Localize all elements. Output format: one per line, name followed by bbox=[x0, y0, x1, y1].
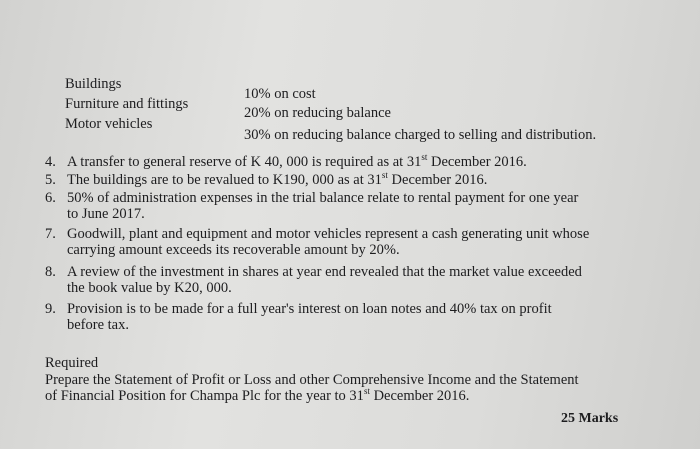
depreciation-asset-buildings: Buildings bbox=[65, 76, 122, 92]
note-text-tail: December 2016. bbox=[387, 172, 488, 188]
note-text-continued: before tax. bbox=[67, 317, 129, 333]
note-item bbox=[45, 264, 582, 296]
note-text-continued: to June 2017. bbox=[67, 206, 145, 222]
note-item bbox=[45, 154, 527, 170]
note-text: Goodwill, plant and equipment and motor vehicles represent a cash generating unit whose bbox=[67, 226, 590, 242]
note-text: The buildings are to be revalued to K190, 000 as at 31 bbox=[67, 172, 382, 188]
note-number: 5. bbox=[45, 172, 56, 188]
note-text-continued: the book value by K20, 000. bbox=[67, 280, 232, 296]
required-instruction-line-2 bbox=[45, 388, 469, 404]
depreciation-asset-motor-vehicles: Motor vehicles bbox=[65, 116, 153, 132]
depreciation-rate-buildings: 10% on cost bbox=[244, 86, 316, 102]
depreciation-asset-furniture: Furniture and fittings bbox=[65, 96, 189, 112]
note-text-tail: December 2016. bbox=[427, 154, 527, 170]
note-number: 8. bbox=[45, 264, 56, 280]
required-instruction-line-1: Prepare the Statement of Profit or Loss and other Comprehensive Income and the Statement bbox=[45, 372, 579, 388]
required-text-tail: December 2016. bbox=[369, 388, 470, 404]
required-heading: Required bbox=[45, 355, 99, 371]
note-item bbox=[45, 226, 589, 258]
note-number: 7. bbox=[45, 226, 56, 242]
required-text: of Financial Position for Champa Plc for the year to 31 bbox=[45, 388, 364, 404]
note-text: A transfer to general reserve of K 40, 000 is required as at 31 bbox=[67, 154, 422, 170]
note-number: 9. bbox=[45, 301, 56, 317]
note-text: 50% of administration expenses in the trial balance relate to rental payment for one year bbox=[67, 190, 579, 206]
required-superscript: st bbox=[363, 386, 370, 397]
note-text-continued: carrying amount exceeds its recoverable amount by 20%. bbox=[67, 242, 400, 258]
note-text: Provision is to be made for a full year's interest on loan notes and 40% tax on profit bbox=[67, 301, 552, 317]
marks-label: 25 Marks bbox=[561, 411, 619, 426]
depreciation-rate-furniture: 20% on reducing balance bbox=[244, 105, 391, 121]
note-superscript: st bbox=[381, 170, 388, 181]
note-number: 6. bbox=[45, 190, 56, 206]
note-item bbox=[45, 190, 578, 222]
note-number: 4. bbox=[45, 154, 56, 170]
note-item bbox=[45, 172, 487, 188]
note-text: A review of the investment in shares at year end revealed that the market value exceeded bbox=[67, 264, 582, 280]
note-superscript: st bbox=[421, 152, 428, 163]
depreciation-rate-motor-vehicles: 30% on reducing balance charged to selling and distribution. bbox=[244, 127, 597, 143]
note-item bbox=[45, 301, 552, 333]
